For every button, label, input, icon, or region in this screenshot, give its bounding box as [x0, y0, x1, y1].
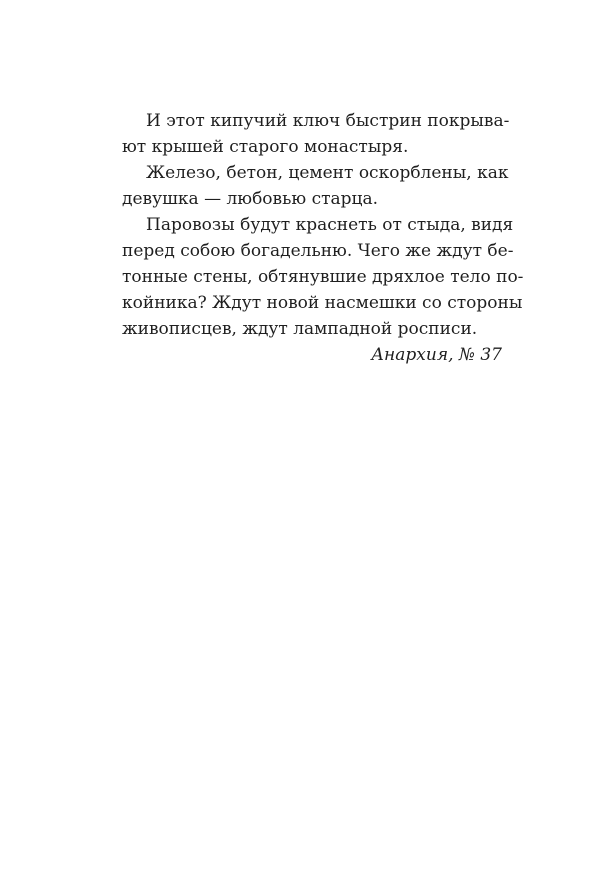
text-line: девушка — любовью старца.	[122, 189, 378, 209]
text-line: И этот кипучий ключ быстрин покрыва-	[146, 111, 510, 131]
source-signature: Анархия, № 37	[371, 345, 502, 365]
text-line: койника? Ждут новой насмешки со стороны	[122, 293, 523, 313]
text-line: тонные стены, обтянувшие дряхлое тело по-	[122, 267, 524, 287]
text-line: живописцев, ждут лампадной росписи.	[122, 319, 478, 339]
text-line: Паровозы будут краснеть от стыда, видя	[146, 215, 514, 235]
text-line: ют крышей старого монастыря.	[122, 137, 409, 157]
text-body	[122, 108, 524, 368]
text-line: Железо, бетон, цемент оскорблены, как	[146, 163, 509, 183]
text-line: перед собою богадельню. Чего же ждут бе-	[122, 241, 514, 261]
